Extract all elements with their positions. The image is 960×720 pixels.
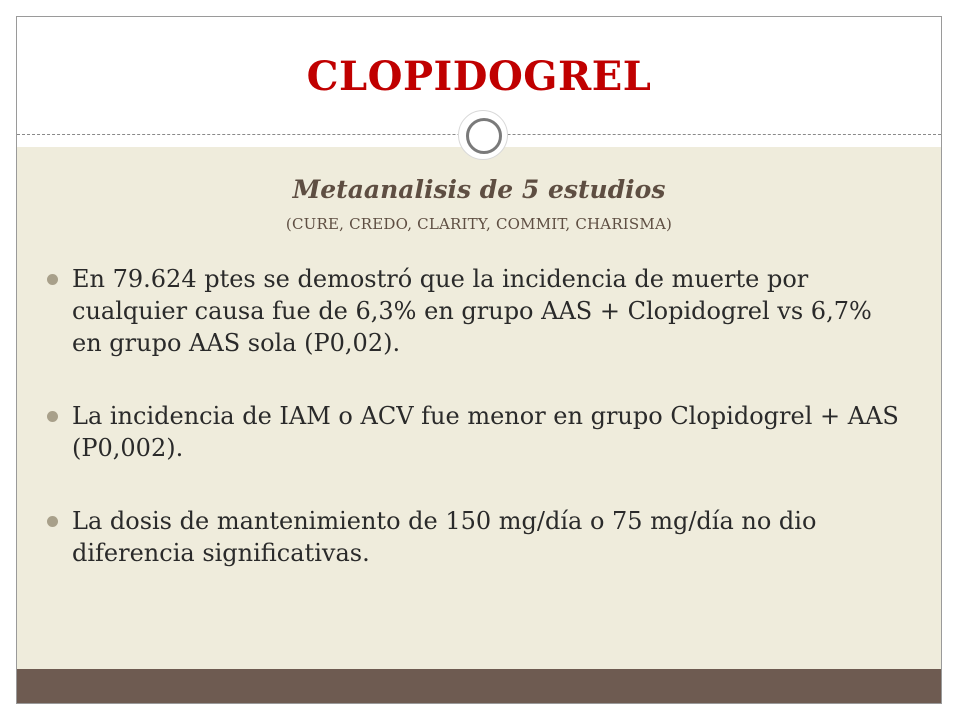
bullet-text: La dosis de mantenimiento de 150 mg/día o 75 mg/día no dio diferencia significativas. xyxy=(72,507,817,567)
bullet-item xyxy=(47,263,907,359)
bullet-item xyxy=(47,505,907,569)
bullet-dot-icon xyxy=(47,516,58,527)
studies-list: (CURE, CREDO, CLARITY, COMMIT, CHARISMA) xyxy=(285,215,673,233)
footer-bar xyxy=(17,669,941,703)
bullet-item xyxy=(47,400,907,464)
circle-ornament-icon xyxy=(458,110,508,160)
bullet-dot-icon xyxy=(47,274,58,285)
bullet-text: En 79.624 ptes se demostró que la incidencia de muerte por cualquier causa fue de 6,3% en grupo AAS + Clopidogrel vs 6,7% en grupo AAS sola (P0,02). xyxy=(72,265,872,357)
slide-title: CLOPIDOGREL xyxy=(306,53,652,100)
bullet-dot-icon xyxy=(47,411,58,422)
content-area xyxy=(17,147,941,671)
slide-frame xyxy=(16,16,942,704)
slide-subtitle: Metaanalisis de 5 estudios xyxy=(292,175,666,204)
bullet-list xyxy=(47,263,907,569)
bullet-text: La incidencia de IAM o ACV fue menor en grupo Clopidogrel + AAS (P0,002). xyxy=(72,402,899,462)
